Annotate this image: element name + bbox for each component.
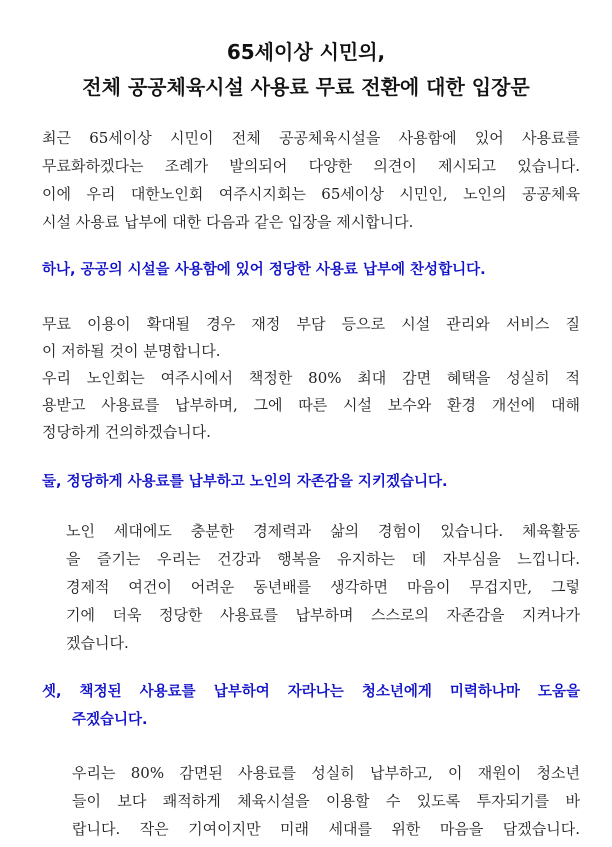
text-line: 최근 65세이상 시민이 전체 공공체육시설을 사용함에 있어 사용료를 (42, 129, 580, 147)
heading-line: 주겠습니다. (72, 712, 148, 728)
text-line: 이에 우리 대한노인회 여주시지회는 65세이상 시민인, 노인의 공공체육 (42, 185, 580, 203)
text-line: 우리는 80% 감면된 사용료를 성실히 납부하고, 이 재원이 청소년 (72, 764, 580, 782)
heading-line: 둘, 정당하게 사용료를 납부하고 노인의 자존감을 지키겠습니다. (42, 474, 448, 490)
section-1-body (42, 311, 580, 446)
intro-paragraph (42, 124, 580, 236)
heading-line: 하나, 공공의 시설을 사용함에 있어 정당한 사용료 납부에 찬성합니다. (42, 262, 486, 278)
text-line: 우리 노인회는 여주시에서 책정한 80% 최대 감면 혜택을 성실히 적 (42, 369, 580, 387)
text-line: 용받고 사용료를 납부하며, 그에 따른 시설 보수와 환경 개선에 대해 (42, 396, 580, 414)
text-line: 무료 이용이 확대될 경우 재정 부담 등으로 시설 관리와 서비스 질 (42, 315, 580, 333)
section-2-heading (42, 468, 528, 496)
text-line: 무료화하겠다는 조례가 발의되어 다양한 의견이 제시되고 있습니다. (42, 157, 580, 175)
text-line: 정당하게 건의하겠습니다. (42, 423, 211, 441)
text-line: 경제적 여건이 어려운 동년배를 생각하면 마음이 무겁지만, 그렇 (66, 578, 580, 596)
document-title-line-2: 전체 공공체육시설 사용료 무료 전환에 대한 입장문 (82, 75, 530, 99)
text-line: 시설 사용료 납부에 대한 다음과 같은 입장을 제시합니다. (42, 213, 414, 231)
section-3-body (72, 759, 580, 843)
section-1-heading (42, 256, 566, 284)
heading-line: 셋, 책정된 사용료를 납부하여 자라나는 청소년에게 미력하나마 도움을 (42, 684, 580, 700)
text-line: 겠습니다. (66, 634, 129, 652)
text-line: 이 저하될 것이 분명합니다. (42, 342, 221, 360)
text-line: 랍니다. 작은 기여이지만 미래 세대를 위한 마음을 담겠습니다. (72, 820, 580, 838)
section-2-body (66, 517, 580, 657)
text-line: 기에 더욱 정당한 사용료를 납부하며 스스로의 자존감을 지켜나가 (66, 606, 580, 624)
text-line: 들이 보다 쾌적하게 체육시설을 이용할 수 있도록 투자되기를 바 (72, 792, 580, 810)
text-line: 노인 세대에도 충분한 경제력과 삶의 경험이 있습니다. 체육활동 (66, 522, 580, 540)
document-title-line-1: 65세이상 시민의, (226, 40, 386, 64)
section-3-heading (42, 678, 580, 734)
text-line: 을 즐기는 우리는 건강과 행복을 유지하는 데 자부심을 느낍니다. (66, 550, 580, 568)
